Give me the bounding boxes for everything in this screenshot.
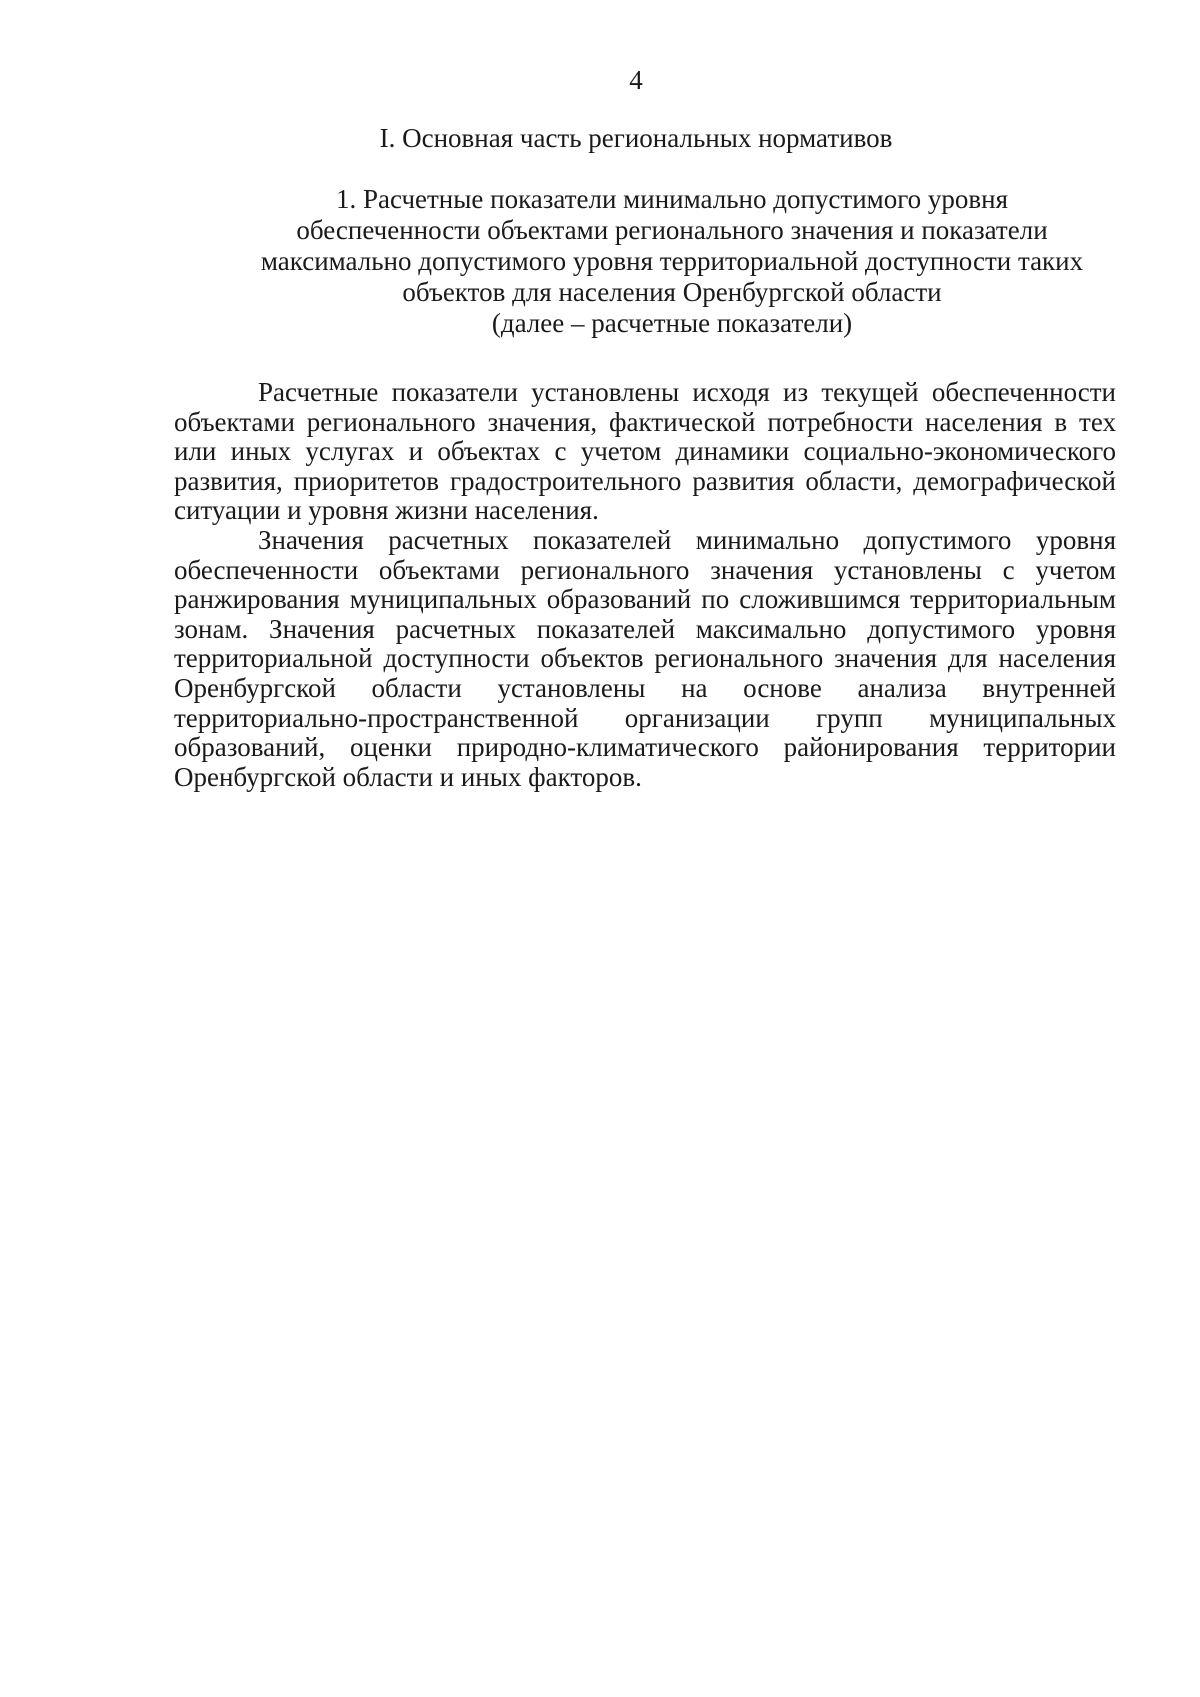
section-title: I. Основная часть региональных нормативов [379, 123, 893, 153]
page-number: 4 [629, 65, 643, 95]
paragraph: Значения расчетных показателей минимально допустимого уровня обеспеченности объектами регионального значения установлены с учетом ранжирования муниципальных образований по сложившимся территориальным зонам. Значения расчетных показателей максимально допустимого уровня территориальной доступности объектов регионального значения для населения Оренбургской области установлены на основе анализа внутренней территориально-пространственной организации групп муниципальных образований, оценки природно-климатического районирования территории Оренбургской области и иных факторов. [174, 524, 1116, 792]
subsection-heading-line: обеспеченности объектами регионального значения и показатели [296, 215, 1048, 245]
subsection-heading-line: (далее – расчетные показатели) [491, 308, 853, 338]
paragraph: Расчетные показатели установлены исходя из текущей обеспеченности объектами регионального значения, фактической потребности населения в тех или иных услугах и объектах с учетом динамики социально-экономического развития, приоритетов градостроительного развития области, демографической ситуации и уровня жизни населения. [174, 377, 1116, 526]
subsection-heading-line: объектов для населения Оренбургской области [402, 277, 942, 307]
body-text [174, 378, 1116, 792]
subsection-heading [232, 184, 1112, 339]
subsection-heading-line: 1. Расчетные показатели минимально допустимого уровня [336, 184, 1008, 214]
subsection-heading-line: максимально допустимого уровня территориальной доступности таких [260, 246, 1084, 276]
